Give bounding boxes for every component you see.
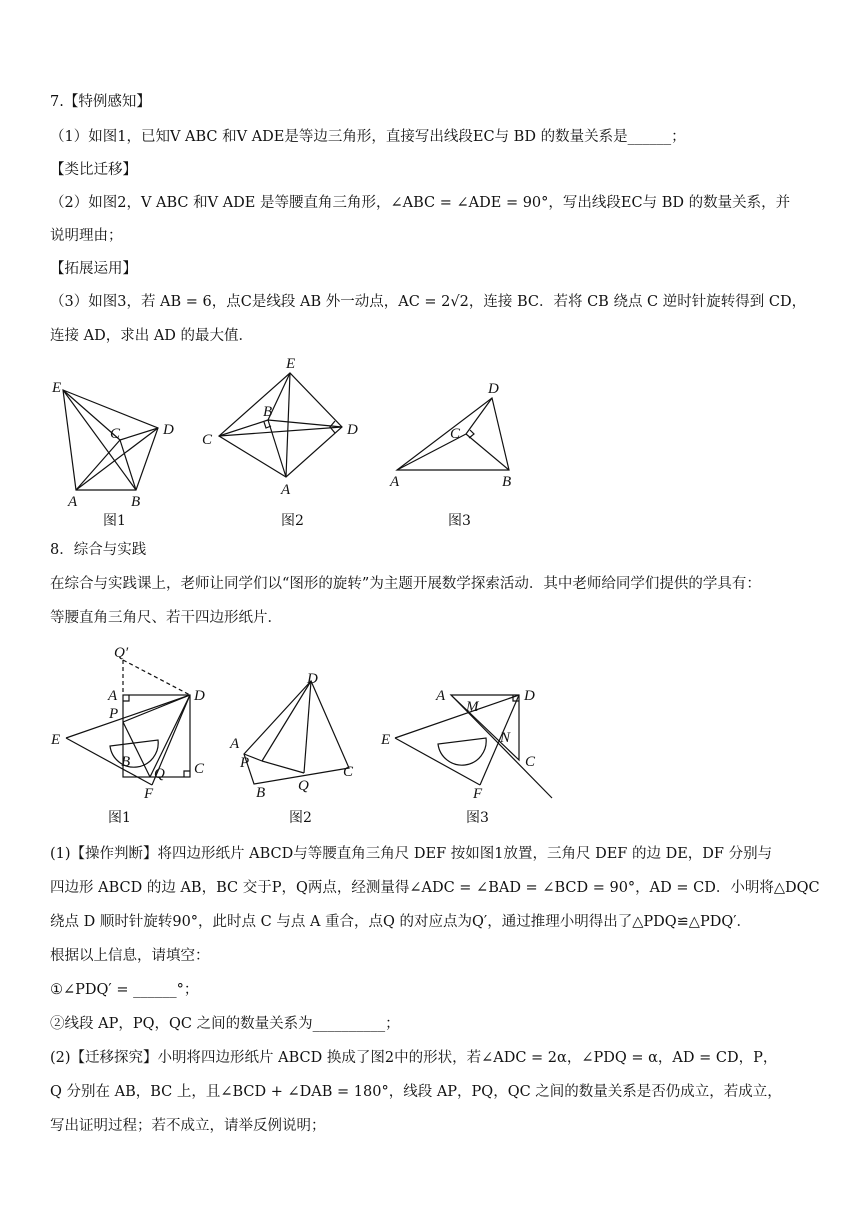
svg-text:E: E: [381, 732, 391, 748]
q7-part2-line1: （2）如图2，V ABC 和V ADE 是等腰直角三角形，∠ABC = ∠ADE = 90°，写出线段EC与 BD 的数量关系，并: [50, 195, 791, 211]
svg-text:C: C: [525, 754, 536, 770]
svg-text:D: D: [307, 671, 318, 687]
q8-fig2-outline: [244, 681, 349, 784]
svg-text:Q: Q: [298, 778, 309, 794]
q8-part2-line1: (2)【迁移探究】小明将四边形纸片 ABCD 换成了图2中的形状，若∠ADC = 2α，∠PDQ = α，AD = CD，P，: [50, 1050, 778, 1066]
q8-intro-line2: 等腰直角三角尺、若干四边形纸片．: [50, 610, 282, 626]
svg-text:A: A: [436, 688, 446, 704]
q7-fig3-caption: 图3: [448, 513, 471, 529]
svg-text:N: N: [500, 730, 511, 746]
q8-part1-line1: (1)【操作判断】将四边形纸片 ABCD与等腰直角三角尺 DEF 按如图1放置，三角尺 DEF 的边 DE，DF 分别与: [50, 846, 773, 862]
q7-fig2-caption: 图2: [281, 513, 304, 529]
svg-text:D: D: [347, 422, 358, 438]
svg-text:Q′: Q′: [114, 645, 129, 661]
svg-text:B: B: [121, 754, 131, 770]
svg-text:B: B: [502, 474, 512, 490]
q8-part1-blank1: ①∠PDQ′ = ______°；: [50, 982, 199, 998]
q7-fig1-caption: 图1: [103, 513, 126, 529]
q8-part2-line2: Q 分别在 AB，BC 上，且∠BCD + ∠DAB = 180°，线段 AP，PQ，QC 之间的数量关系是否仍成立，若成立，: [50, 1084, 782, 1100]
q7-heading-analogy: 【类比迁移】: [50, 162, 137, 178]
svg-text:C: C: [194, 761, 205, 777]
svg-text:M: M: [466, 699, 479, 715]
svg-text:C: C: [110, 426, 121, 442]
svg-text:B: B: [256, 785, 266, 801]
svg-text:F: F: [144, 786, 154, 802]
q8-intro-line1: 在综合与实践课上，老师让同学们以“图形的旋转”为主题开展数学探索活动．其中老师给同学们提供的学具有：: [50, 576, 761, 592]
q8-part1-line3: 绕点 D 顺时针旋转90°，此时点 C 与点 A 重合，点Q 的对应点为Q′，通过推理小明得出了△PDQ≌△PDQ′．: [50, 914, 752, 930]
svg-text:B: B: [263, 404, 273, 420]
svg-text:F: F: [473, 786, 483, 802]
q8-fig2-caption: 图2: [289, 810, 312, 826]
svg-text:C: C: [450, 426, 461, 442]
svg-text:Q: Q: [154, 766, 165, 782]
svg-text:E: E: [52, 380, 62, 396]
q8-part1-blank2: ②线段 AP，PQ，QC 之间的数量关系为__________；: [50, 1016, 400, 1032]
svg-text:C: C: [202, 432, 213, 448]
svg-text:B: B: [131, 494, 141, 510]
svg-text:E: E: [286, 356, 296, 372]
q8-part1-line4: 根据以上信息，请填空：: [50, 948, 210, 964]
svg-text:D: D: [163, 422, 174, 438]
q8-fig3-caption: 图3: [466, 810, 489, 826]
svg-text:A: A: [281, 482, 291, 498]
svg-text:D: D: [194, 688, 205, 704]
svg-text:A: A: [390, 474, 400, 490]
q7-part3-line2: 连接 AD，求出 AD 的最大值．: [50, 328, 254, 344]
q8-part2-line3: 写出证明过程；若不成立，请举反例说明；: [50, 1118, 326, 1134]
q7-heading-extension: 【拓展运用】: [50, 261, 137, 277]
q7-part2-line2: 说明理由；: [50, 228, 123, 244]
q8-title: 8．综合与实践: [50, 542, 147, 558]
q8-part1-line2: 四边形 ABCD 的边 AB，BC 交于P，Q两点，经测量得∠ADC = ∠BAD = ∠BCD = 90°，AD = CD．小明将△DQC: [50, 880, 820, 896]
svg-text:A: A: [108, 688, 118, 704]
svg-text:P: P: [240, 755, 250, 771]
svg-text:C: C: [343, 764, 354, 780]
svg-text:D: D: [488, 381, 499, 397]
q8-fig1-caption: 图1: [108, 810, 131, 826]
svg-text:P: P: [109, 706, 119, 722]
svg-text:A: A: [68, 494, 78, 510]
svg-text:A: A: [230, 736, 240, 752]
q7-part3-line1: （3）如图3，若 AB = 6，点C是线段 AB 外一动点，AC = 2√2，连接 BC．若将 CB 绕点 C 逆时针旋转得到 CD，: [50, 294, 807, 310]
svg-text:D: D: [524, 688, 535, 704]
q7-title: 7.【特例感知】: [50, 94, 151, 110]
q7-part1: （1）如图1，已知V ABC 和V ADE是等边三角形，直接写出线段EC与 BD 的数量关系是______；: [50, 129, 686, 145]
svg-text:E: E: [51, 732, 61, 748]
